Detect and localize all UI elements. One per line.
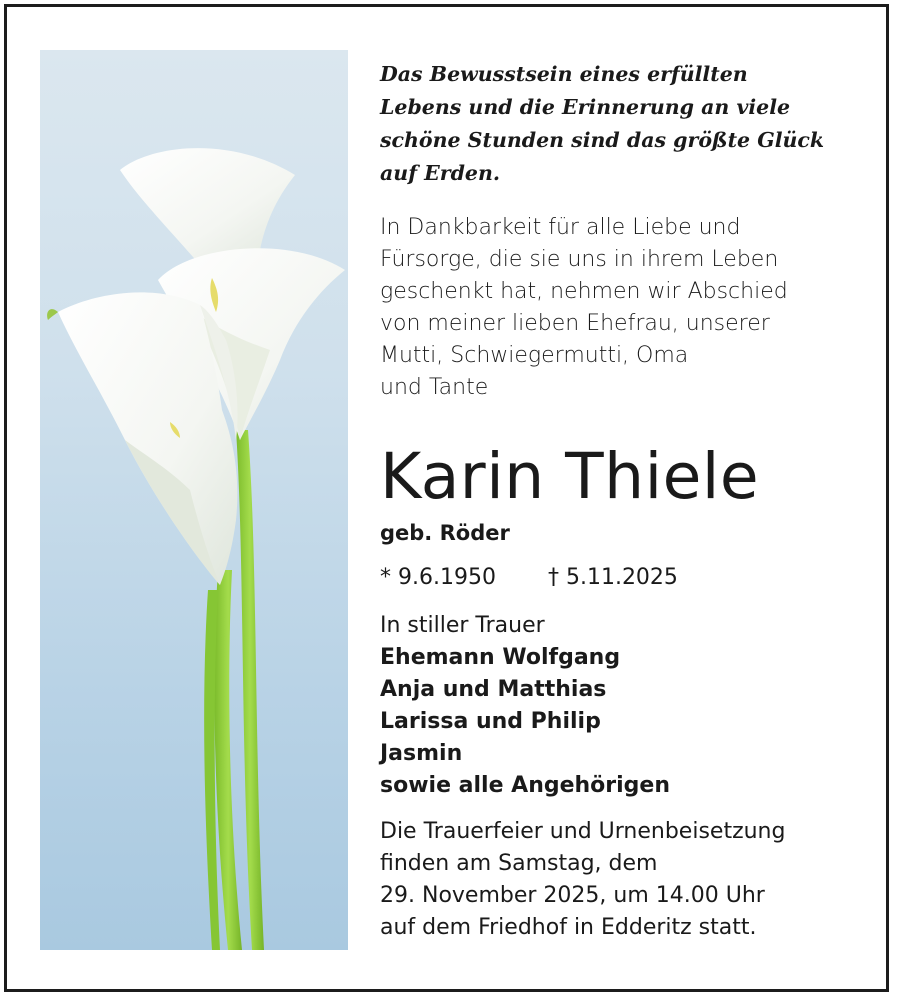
mourner-item: Ehemann Wolfgang (380, 645, 621, 670)
death-date: † 5.11.2025 (547, 565, 678, 590)
intro-line: Fürsorge, die sie uns in ihrem Leben (380, 247, 779, 272)
motto-quote (380, 58, 870, 190)
mourner-item: Anja und Matthias (380, 677, 607, 702)
funeral-line: 29. November 2025, um 14.00 Uhr (380, 883, 765, 908)
deceased-name: Karin Thiele (380, 440, 760, 513)
motto-line: Lebens und die Erinnerung an viele (380, 95, 791, 119)
maiden-name: geb. Röder (380, 521, 510, 545)
mourner-item: sowie alle Angehörigen (380, 773, 671, 798)
motto-line: Das Bewusstsein eines erfüllten (380, 62, 748, 86)
mourner-item: Jasmin (380, 741, 463, 766)
obituary-text (380, 58, 870, 944)
calla-lily-icon (40, 50, 348, 950)
intro-line: Mutti, Schwiegermutti, Oma (380, 343, 689, 368)
motto-line: auf Erden. (380, 161, 500, 185)
mourners-list (380, 642, 870, 802)
funeral-line: Die Trauerfeier und Urnenbeisetzung (380, 819, 786, 844)
funeral-line: finden am Samstag, dem (380, 851, 658, 876)
mourning-intro: In stiller Trauer (380, 613, 545, 638)
mourner-item: Larissa und Philip (380, 709, 601, 734)
funeral-line: auf dem Friedhof in Edderitz statt. (380, 915, 757, 940)
intro-line: geschenkt hat, nehmen wir Abschied (380, 279, 788, 304)
intro-line: und Tante (380, 375, 489, 400)
life-dates (380, 562, 870, 594)
intro-paragraph (380, 212, 870, 404)
motto-line: schöne Stunden sind das größte Glück (380, 128, 825, 152)
funeral-details (380, 816, 870, 944)
intro-line: In Dankbarkeit für alle Liebe und (380, 215, 741, 240)
calla-lilies-image (40, 50, 348, 950)
birth-date: * 9.6.1950 (380, 565, 496, 590)
intro-line: von meiner lieben Ehefrau, unserer (380, 311, 770, 336)
